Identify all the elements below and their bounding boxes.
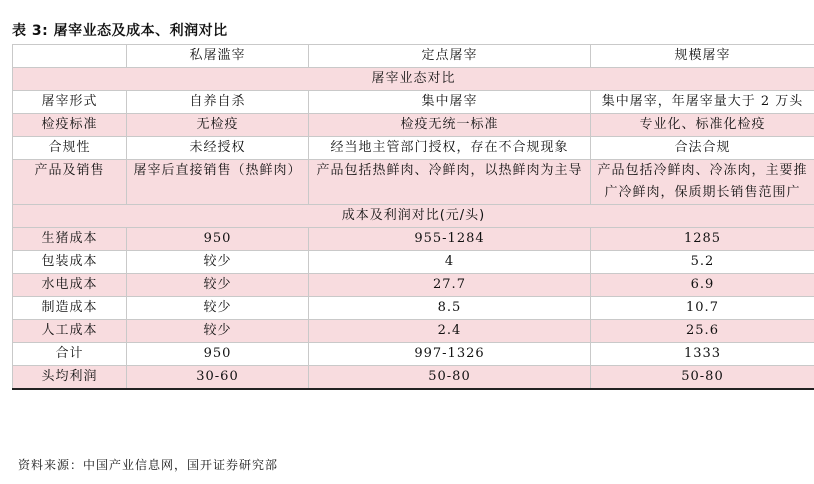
table-cell: 950: [127, 228, 309, 251]
row-label: 制造成本: [13, 297, 127, 320]
table-cell: 无检疫: [127, 114, 309, 137]
table-row: [13, 251, 814, 274]
table-cell: 50-80: [309, 366, 591, 390]
header-cell-large-scale: 规模屠宰: [591, 45, 814, 68]
table-caption: 表 3: 屠宰业态及成本、利润对比: [12, 23, 228, 39]
table-cell: 5.2: [591, 251, 814, 274]
table-cell: 955-1284: [309, 228, 591, 251]
table-cell: 未经授权: [127, 137, 309, 160]
table-row: [13, 343, 814, 366]
table-row: [13, 137, 814, 160]
table-row: [13, 91, 814, 114]
table-cell: 997-1326: [309, 343, 591, 366]
table-cell: 产品包括冷鲜肉、冷冻肉，主要推广冷鲜肉，保质期长销售范围广: [591, 160, 814, 205]
table-row: [13, 160, 814, 205]
table-cell: 专业化、标准化检疫: [591, 114, 814, 137]
table-row: [13, 320, 814, 343]
table-row: [13, 274, 814, 297]
table-cell: 950: [127, 343, 309, 366]
header-cell-private: 私屠滥宰: [127, 45, 309, 68]
table-cell: 较少: [127, 274, 309, 297]
business-rows: [13, 91, 814, 205]
table-cell: 较少: [127, 297, 309, 320]
row-label: 产品及销售: [13, 160, 127, 205]
table-row: [13, 366, 814, 390]
row-label: 包装成本: [13, 251, 127, 274]
table-cell: 2.4: [309, 320, 591, 343]
section-title-business: 屠宰业态对比: [13, 68, 814, 91]
row-label: 头均利润: [13, 366, 127, 390]
table-cell: 4: [309, 251, 591, 274]
row-label: 屠宰形式: [13, 91, 127, 114]
row-label: 生猪成本: [13, 228, 127, 251]
row-label: 检疫标准: [13, 114, 127, 137]
table-cell: 产品包括热鲜肉、冷鲜肉，以热鲜肉为主导: [309, 160, 591, 205]
table-row: [13, 228, 814, 251]
table-cell: 25.6: [591, 320, 814, 343]
row-label: 人工成本: [13, 320, 127, 343]
table-cell: 8.5: [309, 297, 591, 320]
section-row-cost: [13, 205, 814, 228]
table-cell: 1285: [591, 228, 814, 251]
table-header-row: [13, 45, 814, 68]
table-cell: 50-80: [591, 366, 814, 390]
table-cell: 较少: [127, 320, 309, 343]
header-cell-designated: 定点屠宰: [309, 45, 591, 68]
table-cell: 1333: [591, 343, 814, 366]
comparison-table: [12, 44, 814, 390]
row-label: 合计: [13, 343, 127, 366]
table-cell: 27.7: [309, 274, 591, 297]
table-cell: 检疫无统一标准: [309, 114, 591, 137]
table-row: [13, 297, 814, 320]
source-note: 资料来源：中国产业信息网，国开证券研究部: [18, 458, 279, 472]
table-cell: 6.9: [591, 274, 814, 297]
table-cell: 较少: [127, 251, 309, 274]
section-row-business: [13, 68, 814, 91]
table-cell: 合法合规: [591, 137, 814, 160]
table-cell: 集中屠宰: [309, 91, 591, 114]
table-cell: 30-60: [127, 366, 309, 390]
section-title-cost: 成本及利润对比(元/头): [13, 205, 814, 228]
row-label: 合规性: [13, 137, 127, 160]
table-row: [13, 114, 814, 137]
table-cell: 集中屠宰，年屠宰量大于 2 万头: [591, 91, 814, 114]
table-cell: 自养自杀: [127, 91, 309, 114]
row-label: 水电成本: [13, 274, 127, 297]
header-cell-empty: [13, 45, 127, 68]
table-cell: 10.7: [591, 297, 814, 320]
table-cell: 屠宰后直接销售（热鲜肉）: [127, 160, 309, 205]
table-cell: 经当地主管部门授权，存在不合规现象: [309, 137, 591, 160]
cost-rows: [13, 228, 814, 390]
